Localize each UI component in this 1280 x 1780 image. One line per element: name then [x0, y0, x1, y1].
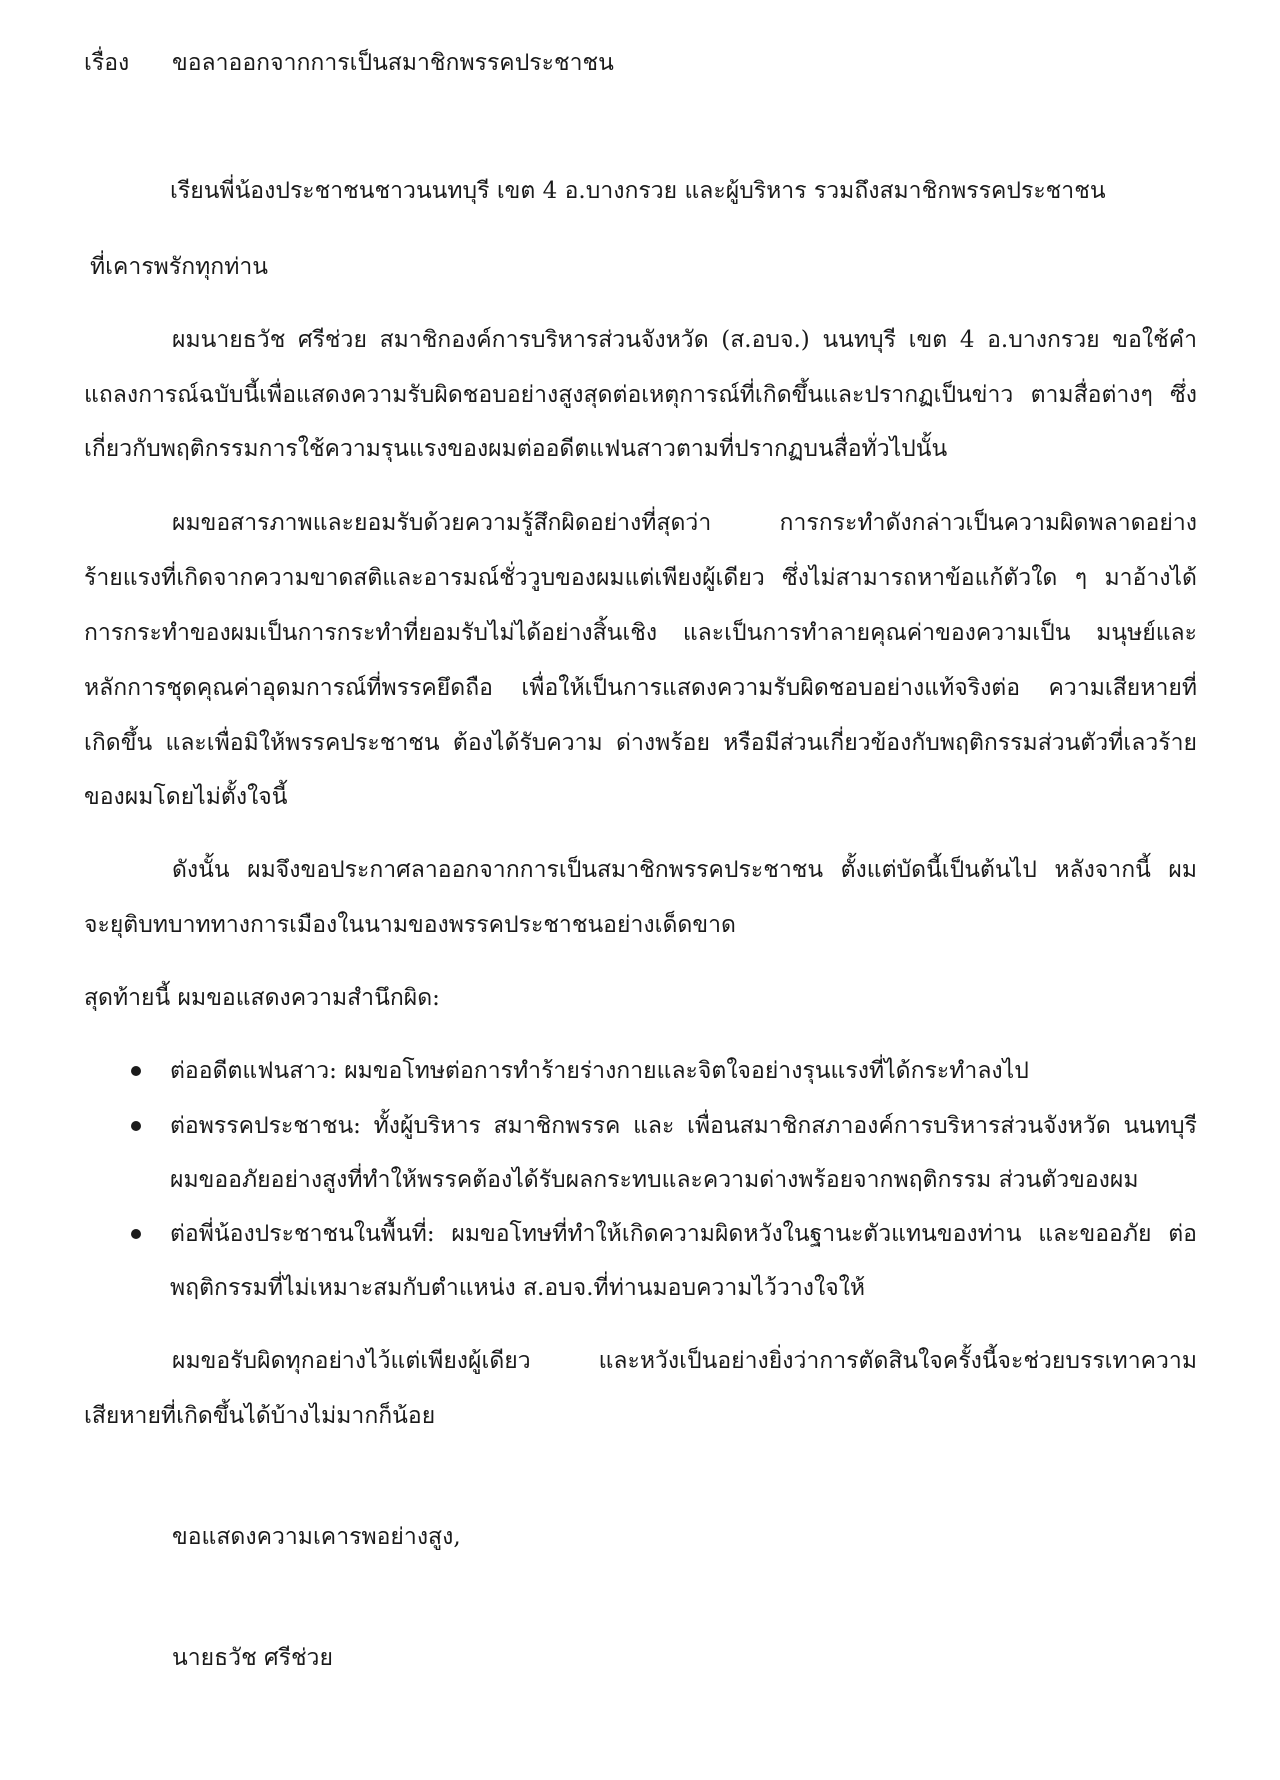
bullet-line: ต่ออดีตแฟนสาว: ผมขอโทษต่อการทำร้ายร่างกายและจิตใจอย่างรุนแรงที่ได้กระทำลงไป	[170, 1058, 1029, 1084]
subject-label: เรื่อง	[84, 50, 130, 76]
signature-name: นายธวัช ศรีช่วย	[172, 1645, 333, 1671]
paragraph2-line: ของผมโดยไม่ตั้งใจนี้	[84, 784, 288, 810]
bullet-line: ต่อพี่น้องประชาชนในพื้นที่: ผมขอโทษที่ทำให้เกิดความผิดหวังในฐานะตัวแทนของท่าน และขออภัย ต่อ	[170, 1221, 1197, 1247]
paragraph2-line: การกระทำของผมเป็นการกระทำที่ยอมรับไม่ได้อย่างสิ้นเชิง และเป็นการทำลายคุณค่าของความเป็น มนุษย์และ	[84, 620, 1197, 646]
salutation-line-1: เรียนพี่น้องประชาชนชาวนนทบุรี เขต 4 อ.บางกรวย และผู้บริหาร รวมถึงสมาชิกพรรคประชาชน	[170, 178, 1106, 204]
signoff: ขอแสดงความเคารพอย่างสูง,	[172, 1524, 461, 1550]
bullet-line: ต่อพรรคประชาชน: ทั้งผู้บริหาร สมาชิกพรรค และ เพื่อนสมาชิกสภาองค์การบริหารส่วนจังหวัด นนทบุรี	[170, 1113, 1197, 1139]
paragraph1-line: ผมนายธวัช ศรีช่วย สมาชิกองค์การบริหารส่วนจังหวัด (ส.อบจ.) นนทบุรี เขต 4 อ.บางกรวย ขอใช้คำ	[172, 327, 1197, 353]
subject-text: ขอลาออกจากการเป็นสมาชิกพรรคประชาชน	[172, 50, 614, 76]
salutation-line-2: ที่เคารพรักทุกท่าน	[90, 254, 269, 280]
bullet-dot	[131, 1066, 141, 1076]
paragraph1-line: เกี่ยวกับพฤติกรรมการใช้ความรุนแรงของผมต่ออดีตแฟนสาวตามที่ปรากฏบนสื่อทั่วไปนั้น	[84, 436, 948, 462]
bullet-dot	[131, 1121, 141, 1131]
paragraph2-line: เกิดขึ้น และเพื่อมิให้พรรคประชาชน ต้องได้รับความ ด่างพร้อย หรือมีส่วนเกี่ยวข้องกับพฤติกรรมส่วนตัวที่เลวร้าย	[84, 730, 1197, 756]
paragraph2-line: ร้ายแรงที่เกิดจากความขาดสติและอารมณ์ชั่ววูบของผมแต่เพียงผู้เดียว ซึ่งไม่สามารถหาข้อแก้ตัวใด ๆ มาอ้างได้	[84, 565, 1197, 591]
bullet-line: ผมขออภัยอย่างสูงที่ทำให้พรรคต้องได้รับผลกระทบและความด่างพร้อยจากพฤติกรรม ส่วนตัวของผม	[170, 1167, 1139, 1193]
paragraph2-line: ผมขอสารภาพและยอมรับด้วยความรู้สึกผิดอย่างที่สุดว่า การกระทำดังกล่าวเป็นความผิดพลาดอย่าง	[172, 510, 1197, 536]
bullet-dot	[131, 1229, 141, 1239]
paragraph3-line: จะยุติบทบาททางการเมืองในนามของพรรคประชาชนอย่างเด็ดขาด	[84, 912, 736, 938]
paragraph4-line: ผมขอรับผิดทุกอย่างไว้แต่เพียงผู้เดียว และหวังเป็นอย่างยิ่งว่าการตัดสินใจครั้งนี้จะช่วยบรรเทาความ	[172, 1348, 1197, 1374]
paragraph1-line: แถลงการณ์ฉบับนี้เพื่อแสดงความรับผิดชอบอย่างสูงสุดต่อเหตุการณ์ที่เกิดขึ้นและปรากฏเป็นข่าว ตามสื่อต่างๆ ซึ่ง	[84, 382, 1197, 408]
bullet-line: พฤติกรรมที่ไม่เหมาะสมกับตำแหน่ง ส.อบจ.ที่ท่านมอบความไว้วางใจให้	[170, 1275, 866, 1301]
paragraph3-line: ดังนั้น ผมจึงขอประกาศลาออกจากการเป็นสมาชิกพรรคประชาชน ตั้งแต่บัดนี้เป็นต้นไป หลังจากนี้ ผม	[172, 857, 1197, 883]
paragraph4-line: เสียหายที่เกิดขึ้นได้บ้างไม่มากก็น้อย	[84, 1403, 436, 1429]
closing-intro: สุดท้ายนี้ ผมขอแสดงความสำนึกผิด:	[84, 985, 440, 1011]
paragraph2-line: หลักการชุดคุณค่าอุดมการณ์ที่พรรคยึดถือ เพื่อให้เป็นการแสดงความรับผิดชอบอย่างแท้จริงต่อ ความเสียหายที่	[84, 675, 1197, 701]
